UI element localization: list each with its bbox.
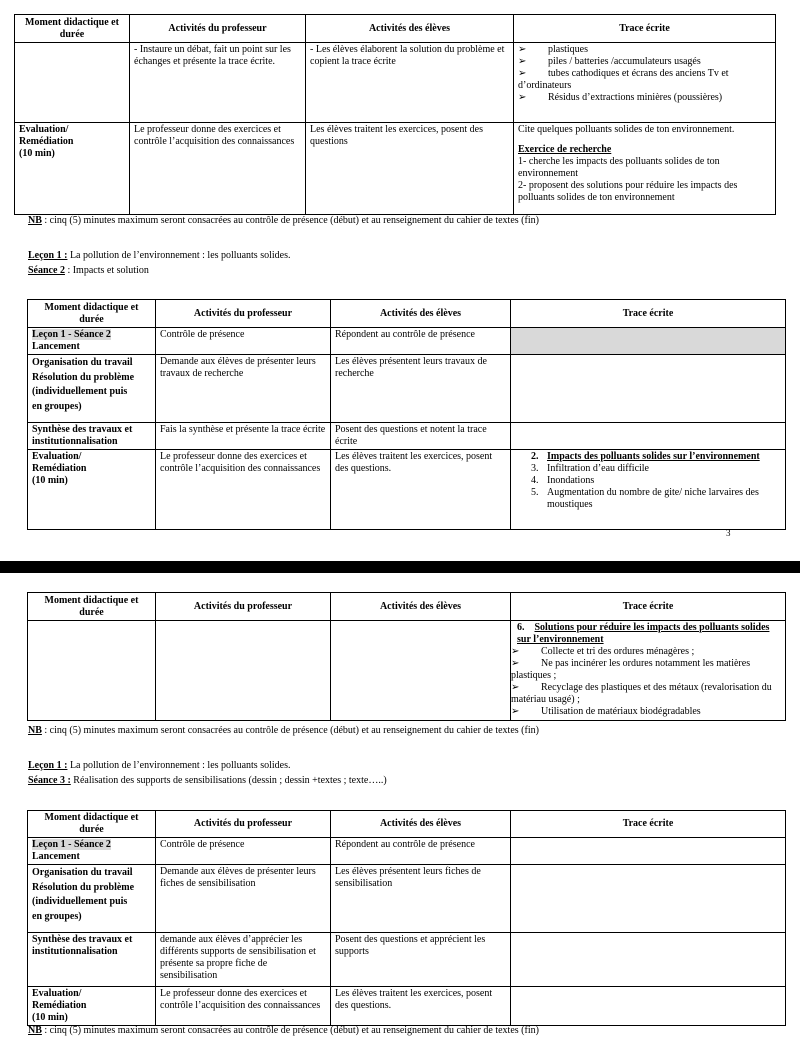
cell-prof: Le professeur donne des exercices et contrôle l’acquisition des connaissances	[130, 123, 306, 215]
cell-eleves-empty	[331, 621, 511, 721]
moment-line: Organisation du travail	[32, 867, 133, 878]
lesson-heading	[28, 250, 290, 262]
moment-line: en groupes)	[32, 910, 82, 922]
lesson-label: Leçon 1 :	[28, 760, 68, 771]
cell-moment-empty	[28, 621, 156, 721]
lesson-table-2	[27, 299, 786, 530]
trace-title: Solutions pour réduire les impacts des polluants solides sur l’environnement	[517, 622, 770, 645]
header-prof: Activités du professeur	[156, 593, 331, 621]
nb-note	[28, 215, 539, 227]
header-trace: Trace écrite	[514, 15, 776, 43]
trace-title: Impacts des polluants solides sur l’environnement	[547, 451, 760, 462]
trace-item: ➢ Utilisation de matériaux biodégradables	[511, 706, 781, 718]
cell-trace-empty	[511, 933, 786, 987]
nb-note	[28, 1025, 539, 1037]
header-eleves: Activités des élèves	[331, 811, 511, 838]
moment-line: (individuellement puis	[32, 896, 128, 907]
cell-trace-empty	[511, 423, 786, 450]
moment-line: Résolution du problème	[32, 371, 135, 383]
trace-item: ➢ plastiques	[518, 44, 771, 56]
trace-list-item: 3. Infiltration d’eau difficile	[531, 463, 649, 474]
cell-eleves: Les élèves traitent les exercices, posent des questions	[306, 123, 514, 215]
trace-list-item: 4. Inondations	[531, 475, 595, 486]
cell-moment	[28, 328, 156, 355]
session-text: : Impacts et solution	[64, 265, 149, 276]
cell-trace-empty	[511, 838, 786, 865]
header-prof: Activités du professeur	[156, 300, 331, 328]
moment-line: institutionnalisation	[32, 946, 118, 957]
header-moment: Moment didactique et durée	[15, 15, 130, 43]
cell-moment	[28, 838, 156, 865]
cell-prof-empty	[156, 621, 331, 721]
cell-eleves: Posent des questions et notent la trace écrite	[331, 423, 511, 450]
session-label: Séance 3 :	[28, 775, 71, 786]
moment-line: Résolution du problème	[32, 881, 135, 893]
header-moment: Moment didactique et durée	[28, 811, 156, 838]
trace-heading	[511, 622, 781, 646]
nb-text: : cinq (5) minutes maximum seront consacrées au contrôle de présence (début) et au renseignement du cahier de textes (fin)	[41, 1025, 539, 1036]
header-moment: Moment didactique et durée	[28, 593, 156, 621]
cell-prof: - Instaure un débat, fait un point sur les échanges et présente la trace écrite.	[130, 43, 306, 123]
moment-line: Evaluation/	[32, 988, 82, 999]
lesson-text: La pollution de l’environnement : les polluants solides.	[67, 250, 291, 261]
header-eleves: Activités des élèves	[306, 15, 514, 43]
cell-trace	[514, 43, 776, 123]
moment-line: (10 min)	[32, 1012, 68, 1023]
header-trace: Trace écrite	[511, 593, 786, 621]
moment-line: Leçon 1 - Séance 2	[32, 839, 111, 850]
header-eleves: Activités des élèves	[331, 593, 511, 621]
cell-prof: Demande aux élèves de présenter leurs travaux de recherche	[156, 355, 331, 423]
cell-trace-empty	[511, 987, 786, 1026]
moment-line: Leçon 1 - Séance 2	[32, 329, 111, 340]
trace-item: ➢ piles / batteries /accumulateurs usagés	[518, 56, 771, 68]
trace-item-text: Infiltration d’eau difficile	[547, 463, 649, 474]
moment-line: (individuellement puis	[32, 386, 128, 397]
trace-item: ➢ Résidus d’extractions minières (poussières)	[518, 92, 771, 104]
moment-line: Evaluation/	[19, 124, 69, 135]
moment-line: (10 min)	[32, 475, 68, 486]
cell-trace	[511, 621, 786, 721]
page-separator	[0, 561, 800, 573]
moment-line: (10 min)	[19, 148, 55, 159]
cell-eleves: Les élèves présentent leurs fiches de sensibilisation	[331, 865, 511, 933]
cell-eleves: Répondent au contrôle de présence	[331, 328, 511, 355]
nb-label: NB	[28, 215, 42, 226]
cell-prof: Le professeur donne des exercices et contrôle l’acquisition des connaissances	[156, 450, 331, 530]
moment-line: institutionnalisation	[32, 436, 118, 447]
trace-item: ➢ Recyclage des plastiques et des métaux (revalorisation du matériau usagé) ;	[511, 682, 781, 706]
moment-line: Lancement	[32, 851, 80, 862]
moment-line: Remédiation	[32, 463, 87, 474]
trace-item: ➢ tubes cathodiques et écrans des anciens Tv et d’ordinateurs	[518, 68, 771, 92]
page-number: 3	[726, 528, 731, 538]
nb-label: NB	[28, 725, 42, 736]
lesson-label: Leçon 1 :	[28, 250, 68, 261]
trace-number: 2.	[531, 451, 539, 462]
nb-note	[28, 725, 539, 737]
cell-trace-empty	[511, 328, 786, 355]
trace-item-text: Augmentation du nombre de gite/ niche larvaires des moustiques	[547, 487, 759, 510]
cell-prof: Contrôle de présence	[156, 328, 331, 355]
exercise-title: Exercice de recherche	[518, 144, 612, 155]
cell-eleves: - Les élèves élaborent la solution du problème et copient la trace écrite	[306, 43, 514, 123]
moment-line: Synthèse des travaux et	[32, 424, 133, 435]
trace-item: ➢ Ne pas incinérer les ordures notamment les matières plastiques ;	[511, 658, 781, 682]
session-heading	[28, 775, 387, 787]
header-trace: Trace écrite	[511, 811, 786, 838]
cell-trace	[514, 123, 776, 215]
trace-list-item: 5. Augmentation du nombre de gite/ niche larvaires des moustiques	[531, 487, 781, 511]
cell-prof: Le professeur donne des exercices et contrôle l’acquisition des connaissances	[156, 987, 331, 1026]
cell-prof: Fais la synthèse et présente la trace écrite	[156, 423, 331, 450]
header-trace: Trace écrite	[511, 300, 786, 328]
lesson-text: La pollution de l’environnement : les polluants solides.	[67, 760, 291, 771]
moment-line: Remédiation	[32, 1000, 87, 1011]
lesson-heading	[28, 760, 290, 772]
moment-line: en groupes)	[32, 400, 82, 412]
trace-intro: Cite quelques polluants solides de ton environnement.	[518, 124, 735, 135]
cell-trace	[511, 450, 786, 530]
lesson-table-1	[14, 14, 776, 215]
moment-line: Lancement	[32, 341, 80, 352]
trace-item: ➢ Collecte et tri des ordures ménagères ;	[511, 646, 781, 658]
cell-eleves: Les élèves présentent leurs travaux de recherche	[331, 355, 511, 423]
header-eleves: Activités des élèves	[331, 300, 511, 328]
cell-eleves: Posent des questions et apprécient les supports	[331, 933, 511, 987]
cell-moment	[28, 423, 156, 450]
session-text: Réalisation des supports de sensibilisations (dessin ; dessin +textes ; texte…..)	[70, 775, 387, 786]
cell-moment	[28, 933, 156, 987]
cell-eleves: Les élèves traitent les exercices, posent des questions.	[331, 987, 511, 1026]
cell-prof: Demande aux élèves de présenter leurs fiches de sensibilisation	[156, 865, 331, 933]
cell-moment-empty	[15, 43, 130, 123]
cell-moment	[28, 865, 156, 933]
header-prof: Activités du professeur	[156, 811, 331, 838]
nb-label: NB	[28, 1025, 42, 1036]
cell-eleves: Les élèves traitent les exercices, posent des questions.	[331, 450, 511, 530]
header-moment: Moment didactique et durée	[28, 300, 156, 328]
moment-line: Organisation du travail	[32, 357, 133, 368]
cell-moment	[28, 987, 156, 1026]
nb-text: : cinq (5) minutes maximum seront consacrées au contrôle de présence (début) et au renseignement du cahier de textes (fin)	[41, 215, 539, 226]
nb-text: : cinq (5) minutes maximum seront consacrées au contrôle de présence (début) et au renseignement du cahier de textes (fin)	[41, 725, 539, 736]
moment-line: Synthèse des travaux et	[32, 934, 133, 945]
cell-trace-empty	[511, 355, 786, 423]
header-prof: Activités du professeur	[130, 15, 306, 43]
cell-prof: demande aux élèves d’apprécier les différents supports de sensibilisation et présente sa propre fiche de sensibilisation	[156, 933, 331, 987]
session-heading	[28, 265, 149, 277]
lesson-table-3	[27, 592, 786, 721]
moment-line: Evaluation/	[32, 451, 82, 462]
trace-number: 6.	[517, 622, 525, 633]
lesson-table-4	[27, 810, 786, 1026]
cell-moment	[15, 123, 130, 215]
moment-line: Remédiation	[19, 136, 74, 147]
exercise-item: 2- proposent des solutions pour réduire les impacts des polluants solides de ton environnement	[518, 180, 738, 203]
session-label: Séance 2	[28, 265, 65, 276]
cell-moment	[28, 450, 156, 530]
exercise-item: 1- cherche les impacts des polluants solides de ton environnement	[518, 156, 720, 179]
cell-eleves: Répondent au contrôle de présence	[331, 838, 511, 865]
cell-moment	[28, 355, 156, 423]
trace-heading	[531, 451, 781, 463]
cell-prof: Contrôle de présence	[156, 838, 331, 865]
cell-trace-empty	[511, 865, 786, 933]
trace-item-text: Inondations	[547, 475, 595, 486]
